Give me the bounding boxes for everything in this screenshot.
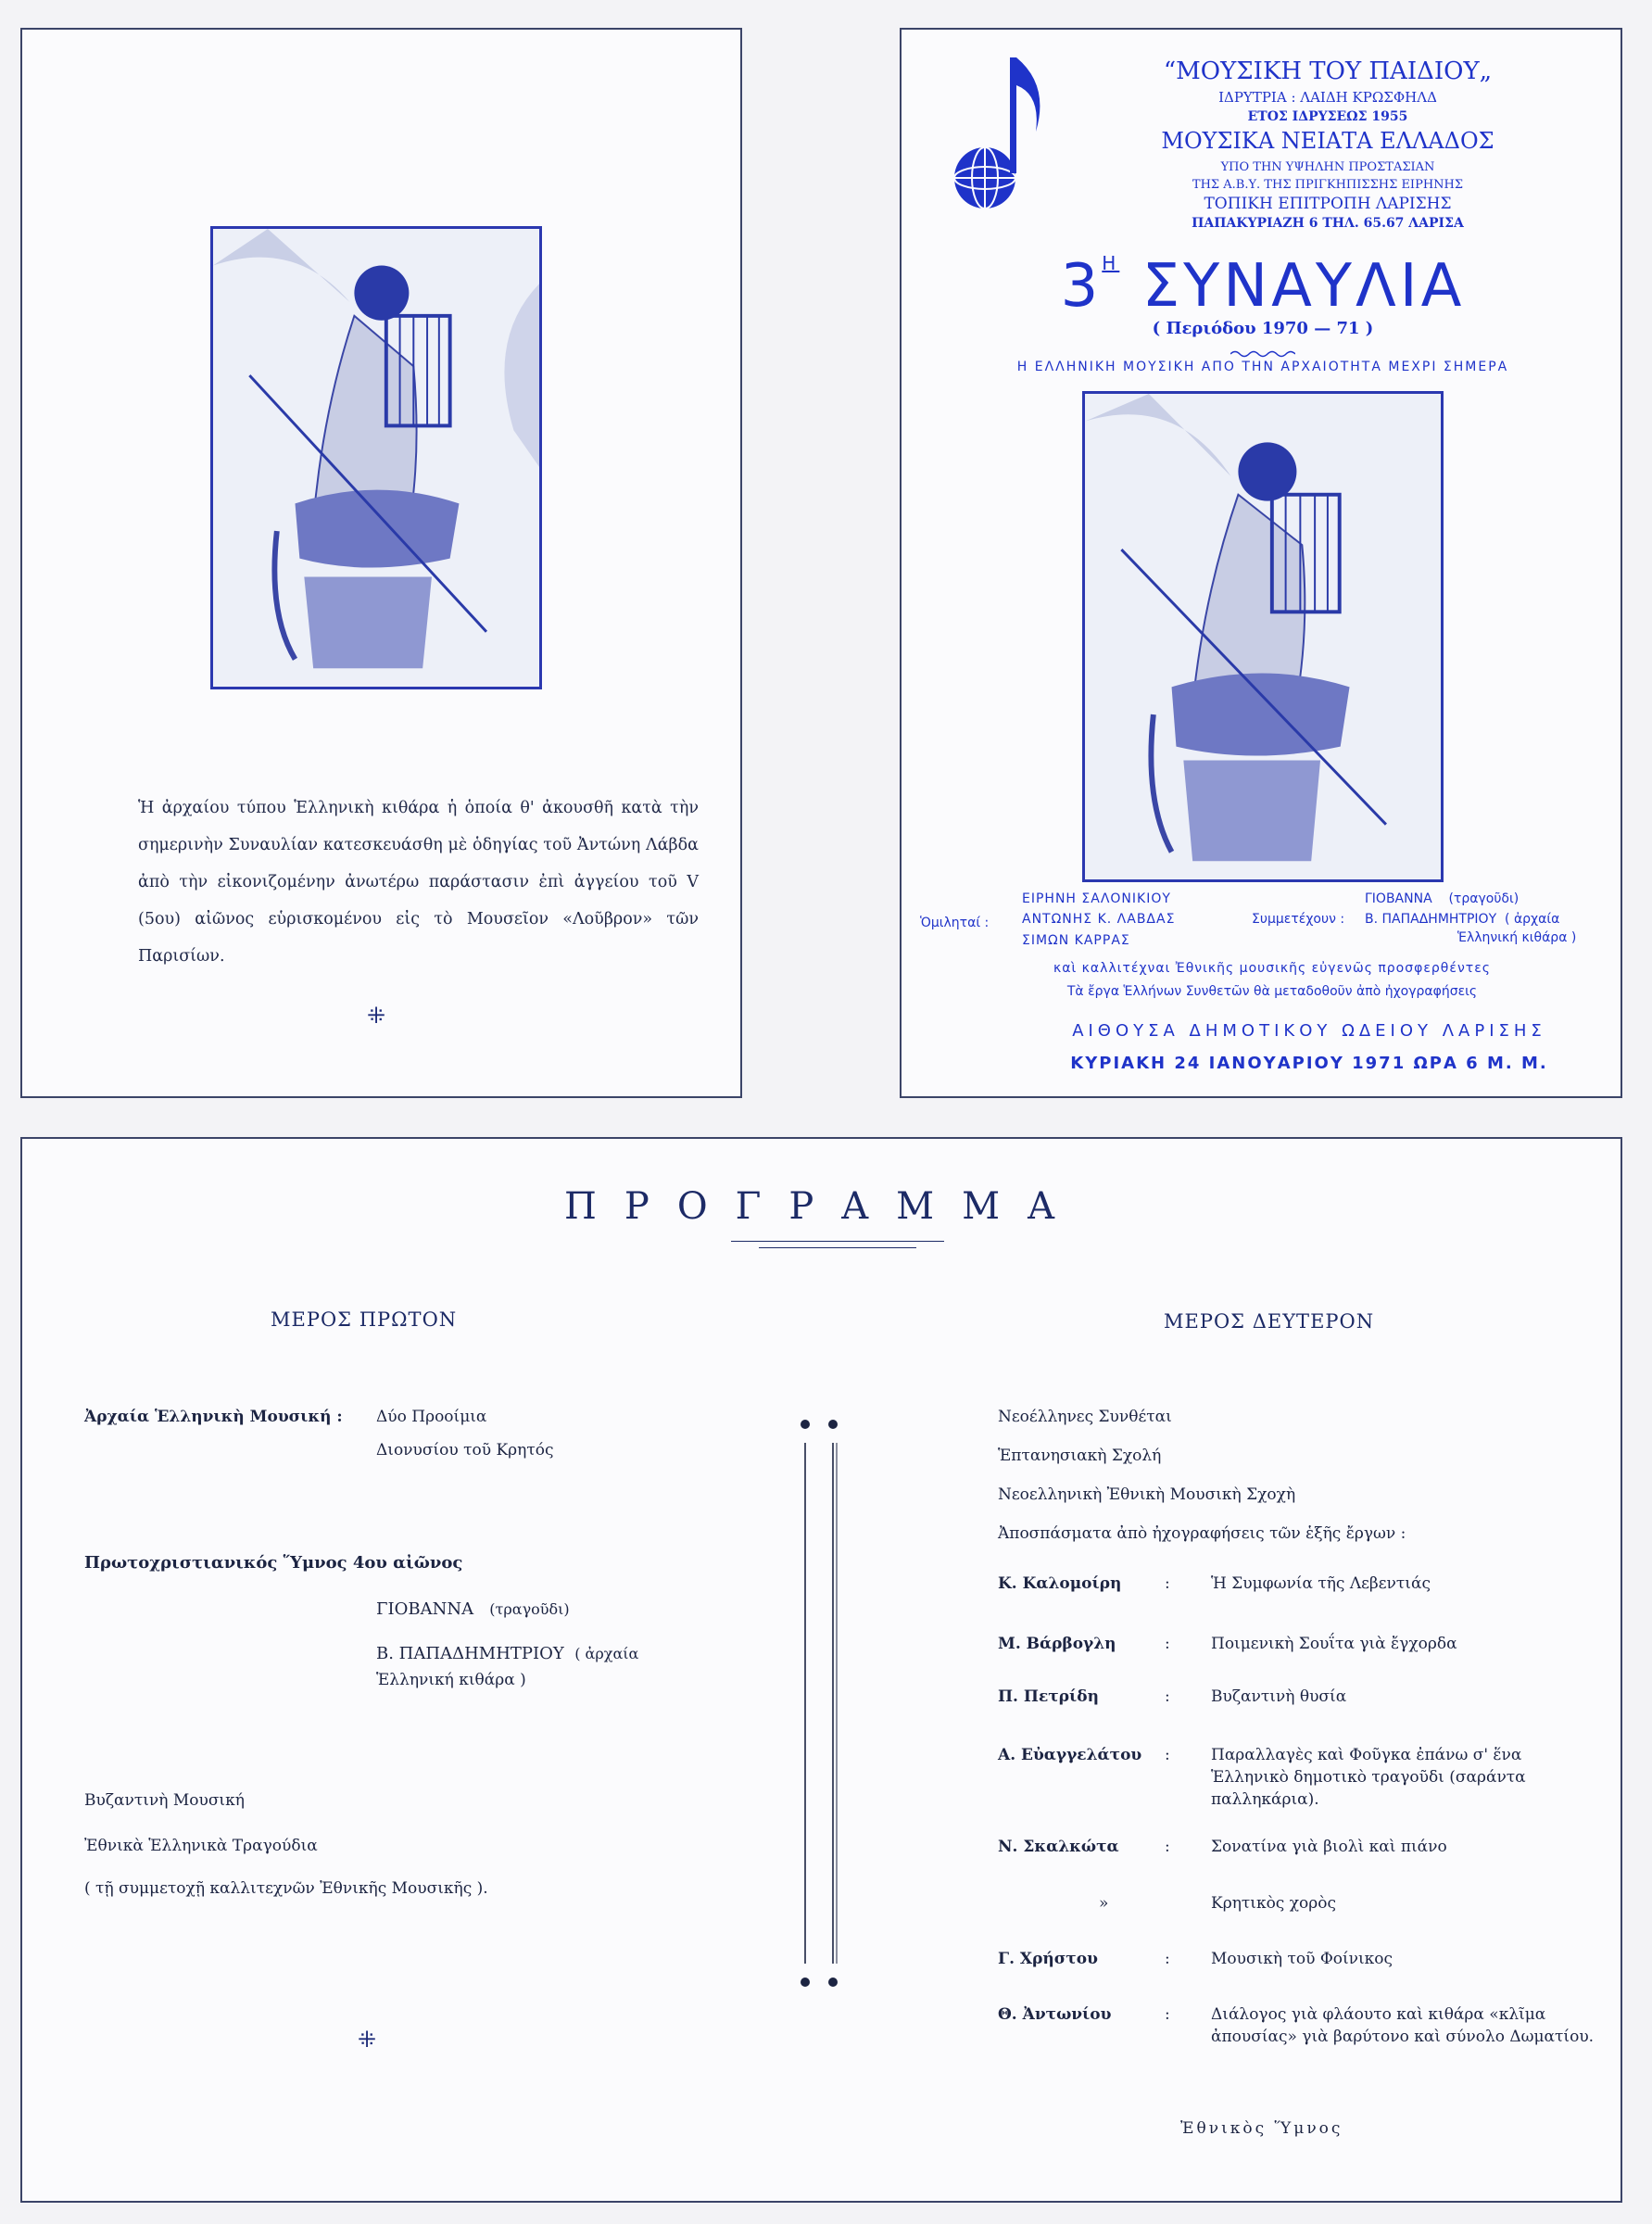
composer-6-ditto: » [1099,1894,1109,1913]
sep-5: : [1165,1838,1170,1856]
part-two-intro-2: Ἑπτανησιακὴ Σχολή [998,1447,1162,1465]
music-note-globe-logo [943,48,1054,210]
work-5: Σονατίνα γιὰ βιολὶ καὶ πιάνο [1211,1838,1447,1856]
concert-title [902,252,1624,321]
local-committee: ΤΟΠΙΚΗ ΕΠΙΤΡΟΠΗ ΛΑΡΙΣΗΣ [1204,195,1452,213]
kithara-vase-illustration [210,226,542,689]
title-underline [731,1241,944,1242]
kithara-vase-illustration-cover [1082,391,1444,882]
org-name: “ΜΟΥΣΙΚΗ ΤΟΥ ΠΑΙΔΙΟΥ„ [1163,57,1493,85]
work-1: Ἡ Συμφωνία τῆς Λεβεντιάς [1211,1574,1431,1593]
hymn-label: Πρωτοχριστιανικός Ὕμνος 4ου αἰῶνος [84,1553,463,1573]
cover-page [900,28,1622,1098]
composer-1: Κ. Καλομοίρη [998,1574,1122,1593]
composer-8: Θ. Ἀντωνίου [998,2005,1112,2024]
participant-2 [1365,912,1559,927]
national-songs: Ἐθνικὰ Ἑλληνικὰ Τραγούδια [84,1837,318,1855]
org-founded: ΕΤΟΣ ΙΔΡΥΣΕΩΣ 1955 [1247,109,1408,124]
ancient-work-1: Δύο Προοίμια [376,1408,487,1426]
performer-1-name: ΓΙΟΒΑΝΝΑ [376,1599,474,1619]
part-two-intro-1: Νεοέλληνες Συνθέται [998,1408,1172,1426]
work-4: Παραλλαγὲς καὶ Φοῦγκα ἐπάνω σ' ἕνα Ἑλληνικὸ δημοτικὸ τραγοῦδι (σαράντα παλληκάρια). [1211,1746,1526,1809]
work-8: Διάλογος γιὰ φλάουτο καὶ κιθάρα «κλῖμα ἀπουσίας» γιὰ βαρύτονο καὶ σύνολο Δωματίου. [1211,2005,1595,2046]
participation-note: ( τῇ συμμετοχῇ καλλιτεχνῶν Ἐθνικῆς Μουσικῆς ). [84,1879,488,1898]
part-two-heading: ΜΕΡΟΣ ΔΕΥΤΕΡΟΝ [1164,1310,1375,1333]
part-two-intro-4: Ἀποσπάσματα ἀπὸ ἠχογραφήσεις τῶν ἑξῆς ἔργων : [998,1524,1406,1543]
composer-4: Α. Εὐαγγελάτου [998,1746,1142,1764]
season: ( Περιόδου 1970 — 71 ) [1152,319,1374,338]
performer-1-role: (τραγοῦδι) [489,1600,570,1618]
sep-3: : [1165,1687,1170,1706]
speaker-3: ΣΙΜΩΝ ΚΑΡΡΑΣ [1022,933,1130,948]
work-7: Μουσικὴ τοῦ Φοίνικος [1211,1950,1393,1968]
address: ΠΑΠΑΚΥΡΙΑΖΗ 6 ΤΗΛ. 65.67 ΛΑΡΙΣΑ [1192,216,1464,231]
sep-4: : [1165,1746,1170,1764]
wavy-divider [1230,345,1295,354]
program-ornament-icon: ⁜ [357,2027,373,2053]
speakers-label: Ὁμιληταί : [920,916,990,930]
ancient-work-2: Διονυσίου τοῦ Κρητός [376,1441,554,1460]
work-2: Ποιμενικὴ Σουΐτα γιὰ ἔγχορδα [1211,1635,1457,1653]
ancient-music-label: Ἀρχαία Ἑλληνικὴ Μουσική : [84,1408,343,1426]
org-founder: ΙΔΡΥΤΡΙΑ : ΛΑΙΔΗ ΚΡΩΣΦΗΛΔ [1218,89,1437,106]
title-underline-2 [759,1247,916,1248]
date-time: ΚΥΡΙΑΚΗ 24 ΙΑΝΟΥΑΡΙΟΥ 1971 ΩΡΑ 6 Μ. Μ. [1070,1054,1548,1073]
performer-2-role-a: ( ἀρχαία [574,1645,639,1662]
illustration-caption: Ἡ ἀρχαίου τύπου Ἑλληνικὴ κιθάρα ἡ ὁποία θ' ἀκουσθῆ κατὰ τὴν σημερινὴν Συναυλίαν κατεσκευάσθη μὲ ὁδηγίας τοῦ Ἀντώνη Λάβδα ἀπὸ τὴν εἰκονιζομένην ἀνωτέρω παράστασιν ἐπὶ ἀγγείου τοῦ V (5ου) αἰῶνος εὑρισκομένου εἰς τὸ Μουσεῖον «Λοῦβρον» τῶν Παρισίων. [138,799,699,966]
left-page [20,28,742,1098]
composer-3: Π. Πετρίδη [998,1687,1099,1706]
performer-2-role-b: Ἑλληνική κιθάρα ) [376,1671,526,1689]
performer-2 [376,1644,638,1663]
concert-number-suffix: Η [1102,252,1120,274]
part-one-heading: ΜΕΡΟΣ ΠΡΩΤΟΝ [271,1308,458,1331]
sep-1: : [1165,1574,1170,1593]
composer-2: Μ. Βάρβογλη [998,1635,1116,1653]
participant-1-role: (τραγοῦδι) [1448,891,1520,906]
part-two-intro-3: Νεοελληνικὴ Ἐθνικὴ Μουσικὴ Σχοχὴ [998,1485,1296,1504]
concert-theme: Η ΕΛΛΗΝΙΚΗ ΜΟΥΣΙΚΗ ΑΠΟ ΤΗΝ ΑΡΧΑΙΟΤΗΤΑ ΜΕΧΡΙ ΣΗΜΕΡΑ [1016,360,1509,374]
artists-line: καὶ καλλιτέχναι Ἐθνικῆς μουσικῆς εὐγενῶς προσφερθέντες [1053,961,1491,976]
work-6: Κρητικὸς χορὸς [1211,1894,1337,1913]
performer-2-name: Β. ΠΑΠΑΔΗΜΗΤΡΙΟΥ [376,1644,564,1663]
concert-number: 3 [1060,252,1103,321]
speaker-2: ΑΝΤΩΝΗΣ Κ. ΛΑΒΔΑΣ [1022,912,1176,927]
ornament-icon: ⁜ [366,1003,383,1029]
national-anthem: Ἐθνικὸς Ὕμνος [1180,2119,1343,2138]
patron-line-1: ΥΠΟ ΤΗΝ ΥΨΗΛΗΝ ΠΡΟΣΤΑΣΙΑΝ [1220,160,1435,174]
work-3: Βυζαντινὴ θυσία [1211,1687,1347,1706]
composer-7: Γ. Χρήστου [998,1950,1098,1968]
program-page [20,1137,1622,2203]
participants-label: Συμμετέχουν : [1252,912,1345,927]
participant-2-role-a: ( ἀρχαία [1505,912,1560,927]
sep-2: : [1165,1635,1170,1653]
participant-1-name: ΓΙΟΒΑΝΝΑ [1365,891,1432,906]
movement-name: ΜΟΥΣΙΚΑ ΝΕΙΑΤΑ ΕΛΛΑΔΟΣ [1161,128,1494,154]
program-title: ΠΡΟΓΡΑΜΜΑ [564,1185,1082,1228]
speaker-1: ΕΙΡΗΝΗ ΣΑΛΟΝΙΚΙΟΥ [1022,891,1171,906]
column-divider [796,1417,842,1991]
recordings-line: Τὰ ἔργα Ἑλλήνων Συνθετῶν θὰ μεταδοθοῦν ἀπὸ ἠχογραφήσεις [1066,984,1478,999]
participant-1 [1365,891,1519,906]
venue: ΑΙΘΟΥΣΑ ΔΗΜΟΤΙΚΟΥ ΩΔΕΙΟΥ ΛΑΡΙΣΗΣ [1072,1021,1546,1041]
patron-line-2: ΤΗΣ Α.Β.Υ. ΤΗΣ ΠΡΙΓΚΗΠΙΣΣΗΣ ΕΙΡΗΝΗΣ [1192,178,1464,192]
participant-2-role-b: Ἑλληνική κιθάρα ) [1457,930,1577,945]
performer-1 [376,1599,570,1619]
composer-5: Ν. Σκαλκώτα [998,1838,1119,1856]
sep-7: : [1165,1950,1170,1968]
sep-8: : [1165,2005,1170,2024]
concert-title-text: ΣΥΝΑΥΛΙΑ [1141,252,1466,321]
byzantine-music: Βυζαντινὴ Μουσική [84,1791,245,1810]
participant-2-name: Β. ΠΑΠΑΔΗΜΗΤΡΙΟΥ [1365,912,1497,927]
